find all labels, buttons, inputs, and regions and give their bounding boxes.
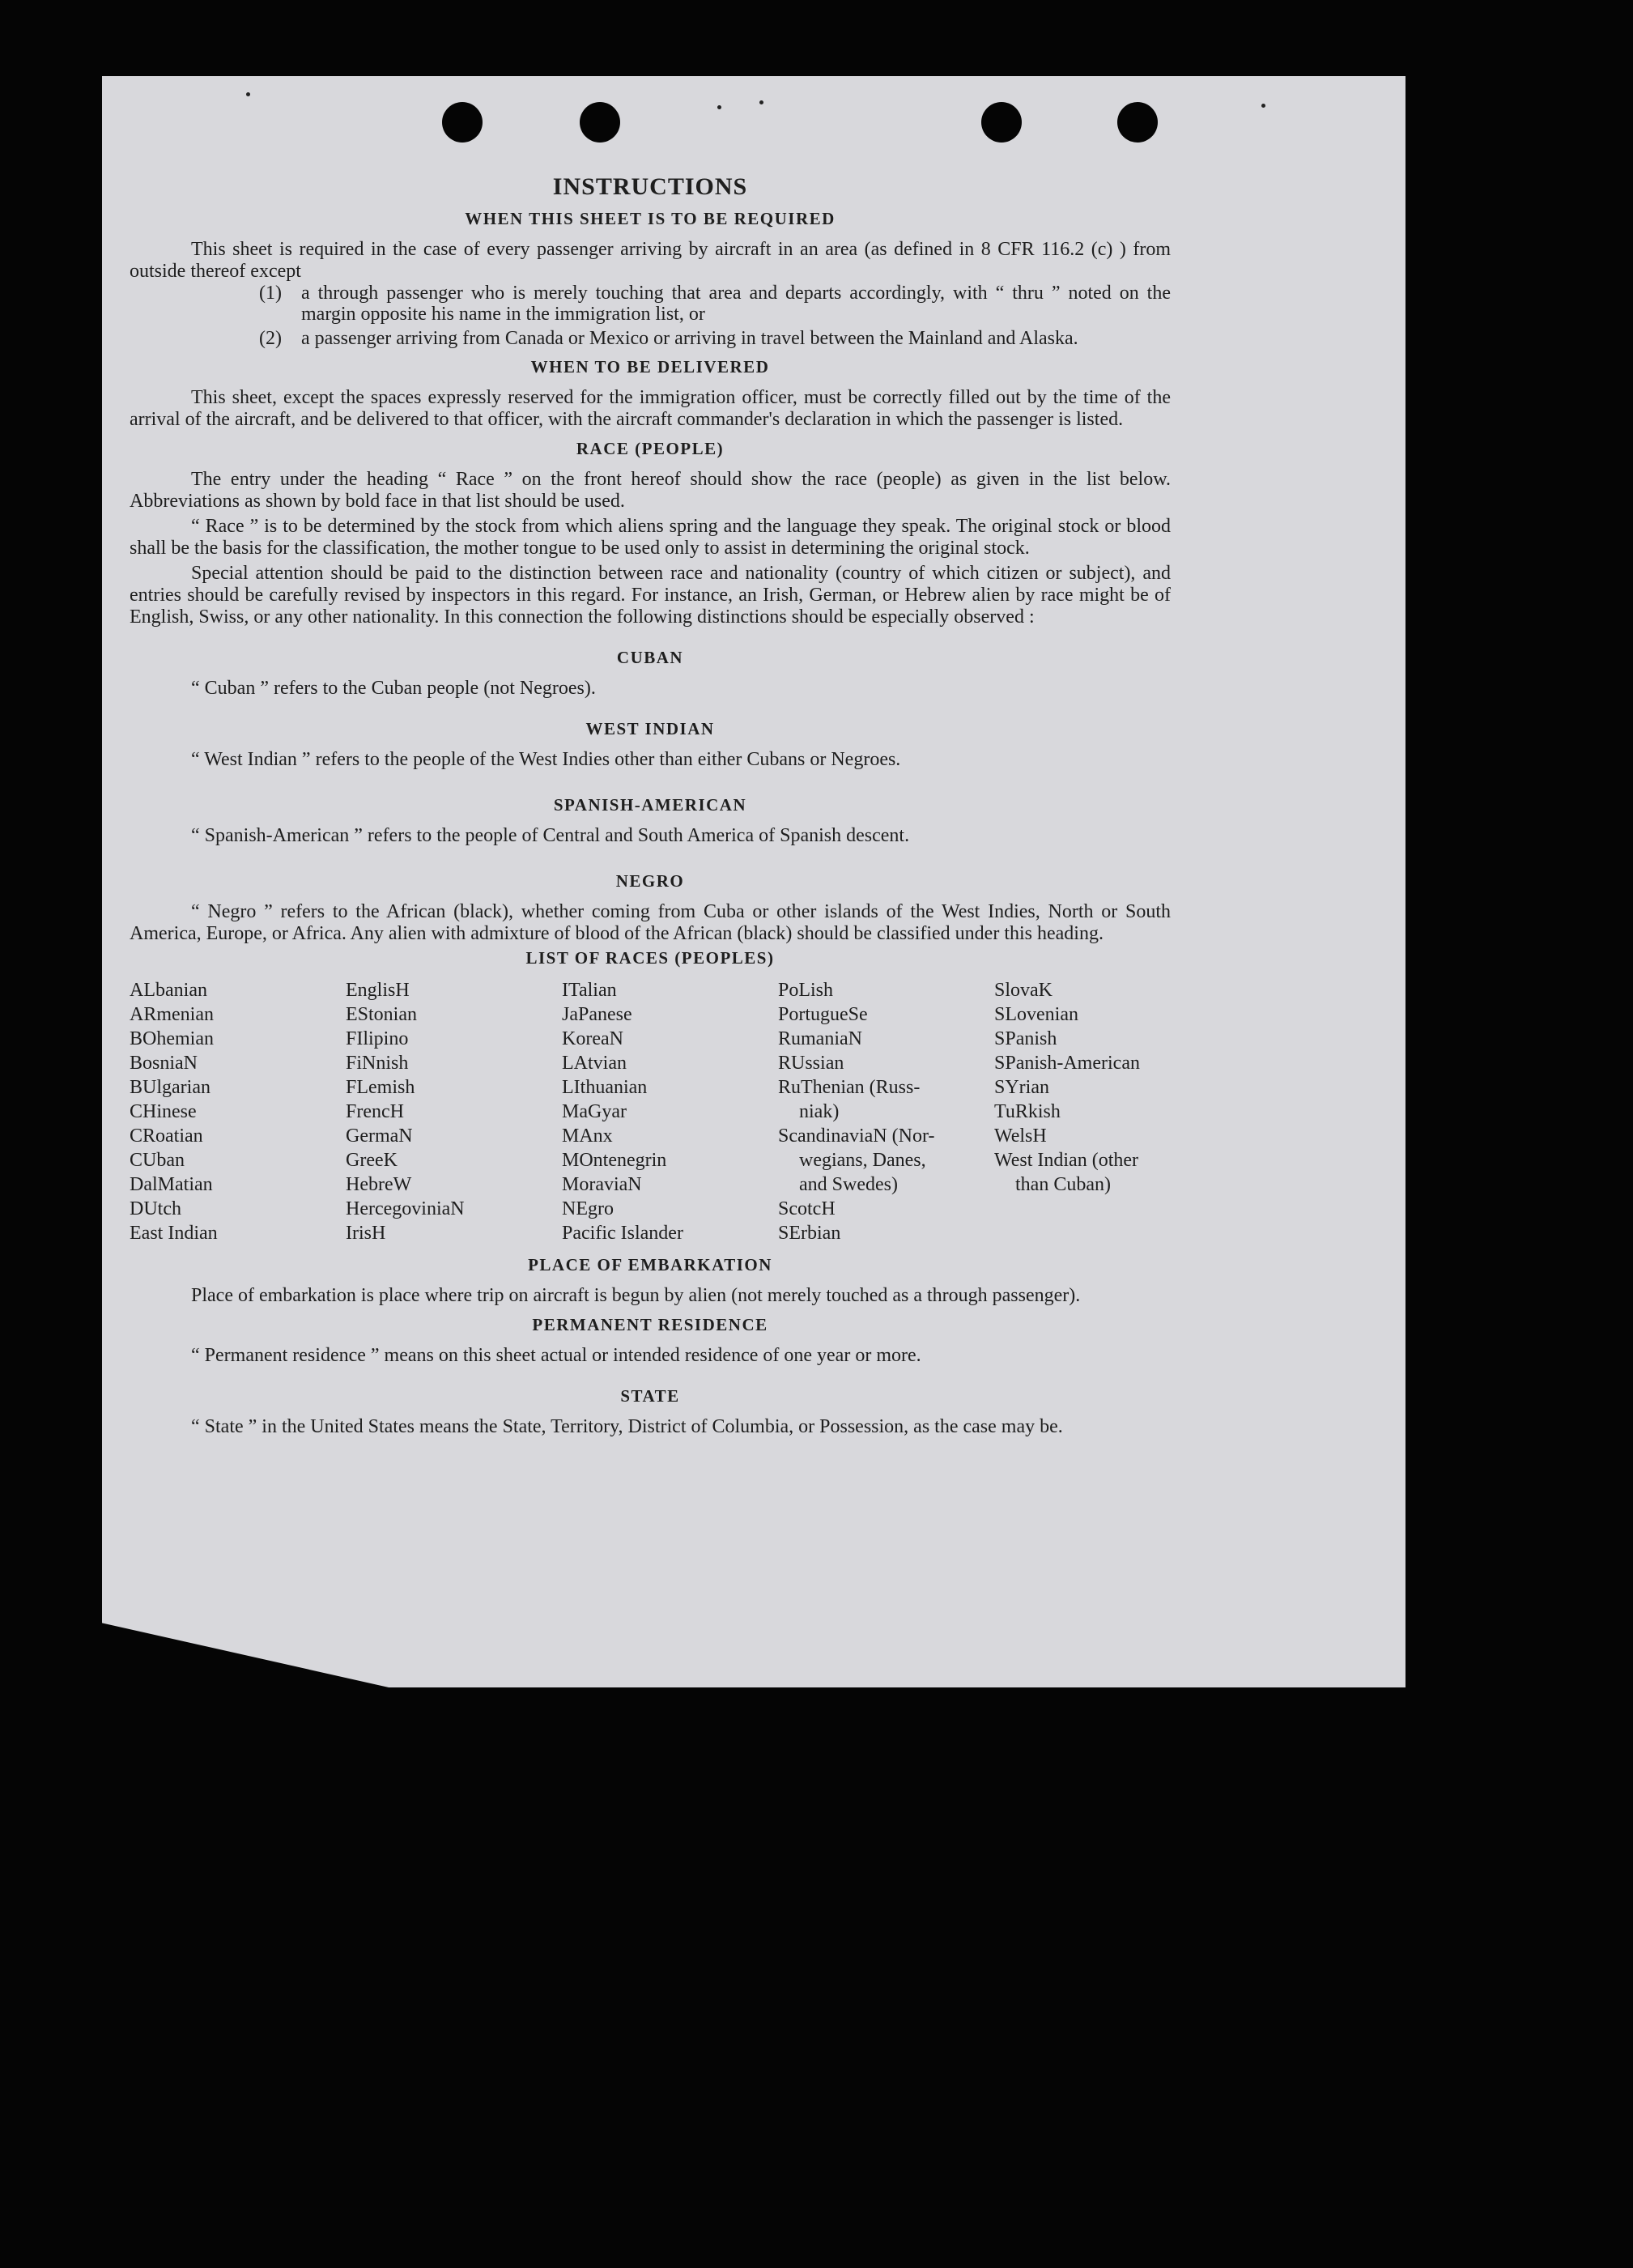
section-heading: WHEN TO BE DELIVERED <box>530 357 770 377</box>
list-item <box>259 328 1171 349</box>
paragraph: Place of embarkation is place where trip on aircraft is begun by alien (not merely touched as a through passenger). <box>191 1285 1081 1306</box>
race-item: wegians, Danes, <box>799 1150 926 1171</box>
race-item: CHinese <box>130 1101 197 1122</box>
race-item: and Swedes) <box>799 1174 898 1195</box>
race-item: GermaN <box>346 1125 413 1147</box>
race-item: ITalian <box>562 980 617 1001</box>
race-item: than Cuban) <box>1015 1174 1111 1195</box>
race-item: SlovaK <box>994 980 1053 1001</box>
race-item: HercegoviniaN <box>346 1198 465 1219</box>
paragraph: Special attention should be paid to the distinction between race and nationality (country of which citizen or subject), and entries should be carefully revised by inspectors in this regard. For instance, an Irish, German, or Hebrew alien by race might be of English, Swiss, or any other nationality. In this connection the following distinctions should be especially observed : <box>130 563 1171 628</box>
race-item: Pacific Islander <box>562 1223 683 1244</box>
races-list <box>130 978 1171 1245</box>
race-item: CRoatian <box>130 1125 203 1147</box>
section-heading: RACE (PEOPLE) <box>576 439 725 458</box>
section-heading: STATE <box>620 1386 680 1406</box>
races-column <box>346 978 562 1245</box>
section-heading: NEGRO <box>615 871 685 891</box>
race-item: GreeK <box>346 1150 398 1171</box>
race-item: FIlipino <box>346 1028 409 1049</box>
race-item: ScandinaviaN (Nor- <box>778 1125 935 1147</box>
race-item: DalMatian <box>130 1174 213 1195</box>
race-item: MoraviaN <box>562 1174 642 1195</box>
paragraph: “ State ” in the United States means the State, Territory, District of Columbia, or Possession, as the case may be. <box>191 1416 1063 1437</box>
races-column <box>130 978 346 1245</box>
race-item: TuRkish <box>994 1101 1061 1122</box>
race-item: RUssian <box>778 1053 844 1074</box>
race-item: NEgro <box>562 1198 614 1219</box>
list-text: a through passenger who is merely touching that area and departs accordingly, with “ thru ” noted on the margin opposite his name in the immigration list, or <box>301 283 1171 325</box>
race-item: MaGyar <box>562 1101 627 1122</box>
race-item: MOntenegrin <box>562 1150 667 1171</box>
races-column <box>562 978 778 1245</box>
race-item: FLemish <box>346 1077 415 1098</box>
race-item: KoreaN <box>562 1028 623 1049</box>
race-item: BOhemian <box>130 1028 214 1049</box>
race-item: CUban <box>130 1150 185 1171</box>
section-heading: SPANISH-AMERICAN <box>553 795 747 815</box>
paragraph: This sheet, except the spaces expressly reserved for the immigration officer, must be correctly filled out by the time of the arrival of the aircraft, and be delivered to that officer, with the aircraft commander's declaration in which the passenger is listed. <box>130 387 1171 430</box>
race-item: SLovenian <box>994 1004 1078 1025</box>
list-number: (2) <box>259 328 282 349</box>
paragraph: The entry under the heading “ Race ” on the front hereof should show the race (people) as given in the list below. Abbreviations as shown by bold face in that list should be used. <box>130 469 1171 512</box>
paragraph: “ West Indian ” refers to the people of the West Indies other than either Cubans or Negroes. <box>191 749 901 770</box>
race-item: West Indian (other <box>994 1150 1139 1171</box>
section-heading: LIST OF RACES (PEOPLES) <box>525 948 775 968</box>
race-item: FrencH <box>346 1101 404 1122</box>
race-item: WelsH <box>994 1125 1047 1147</box>
list-number: (1) <box>259 283 282 304</box>
list-item <box>259 283 1171 325</box>
instructions-content <box>130 96 1171 1438</box>
race-item: HebreW <box>346 1174 412 1195</box>
ink-speck <box>1261 104 1265 108</box>
race-item: EStonian <box>346 1004 417 1025</box>
race-item: DUtch <box>130 1198 181 1219</box>
paragraph: “ Negro ” refers to the African (black), whether coming from Cuba or other islands of the West Indies, North or South America, Europe, or Africa. Any alien with admixture of blood of the African (black) should be classified under this heading. <box>130 901 1171 944</box>
race-item: SErbian <box>778 1223 841 1244</box>
race-item: ScotcH <box>778 1198 836 1219</box>
race-item: SYrian <box>994 1077 1049 1098</box>
race-item: East Indian <box>130 1223 218 1244</box>
paragraph: “ Race ” is to be determined by the stock from which aliens spring and the language they speak. The original stock or blood shall be the basis for the classification, the mother tongue to be used only to assist in determining the original stock. <box>130 516 1171 559</box>
race-item: RuThenian (Russ- <box>778 1077 921 1098</box>
section-heading: CUBAN <box>616 648 684 667</box>
race-item: LAtvian <box>562 1053 627 1074</box>
paragraph: “ Spanish-American ” refers to the people of Central and South America of Spanish descent. <box>191 825 910 846</box>
race-item: BUlgarian <box>130 1077 211 1098</box>
race-item: FiNnish <box>346 1053 409 1074</box>
race-item: EnglisH <box>346 980 410 1001</box>
list-text: a passenger arriving from Canada or Mexico or arriving in travel between the Mainland and Alaska. <box>301 328 1078 349</box>
race-item: JaPanese <box>562 1004 632 1025</box>
page-title: INSTRUCTIONS <box>552 173 748 200</box>
race-item: MAnx <box>562 1125 613 1147</box>
section-heading: PERMANENT RESIDENCE <box>532 1315 768 1334</box>
paragraph: “ Cuban ” refers to the Cuban people (not Negroes). <box>191 678 596 699</box>
paragraph: “ Permanent residence ” means on this sheet actual or intended residence of one year or more. <box>191 1345 921 1366</box>
race-item: PortugueSe <box>778 1004 868 1025</box>
race-item: BosniaN <box>130 1053 198 1074</box>
races-column <box>778 978 994 1245</box>
race-item: SPanish <box>994 1028 1057 1049</box>
race-item: RumaniaN <box>778 1028 862 1049</box>
section-heading: PLACE OF EMBARKATION <box>528 1255 772 1274</box>
race-item: ALbanian <box>130 980 207 1001</box>
race-item: ARmenian <box>130 1004 214 1025</box>
race-item: IrisH <box>346 1223 386 1244</box>
section-heading: WEST INDIAN <box>585 719 715 738</box>
races-column <box>994 978 1171 1245</box>
race-item: niak) <box>799 1101 840 1122</box>
race-item: PoLish <box>778 980 834 1001</box>
race-item: SPanish-American <box>994 1053 1140 1074</box>
section-heading: WHEN THIS SHEET IS TO BE REQUIRED <box>465 209 836 228</box>
paragraph: This sheet is required in the case of every passenger arriving by aircraft in an area (as defined in 8 CFR 116.2 (c) ) from outside thereof except <box>130 239 1171 282</box>
race-item: LIthuanian <box>562 1077 648 1098</box>
